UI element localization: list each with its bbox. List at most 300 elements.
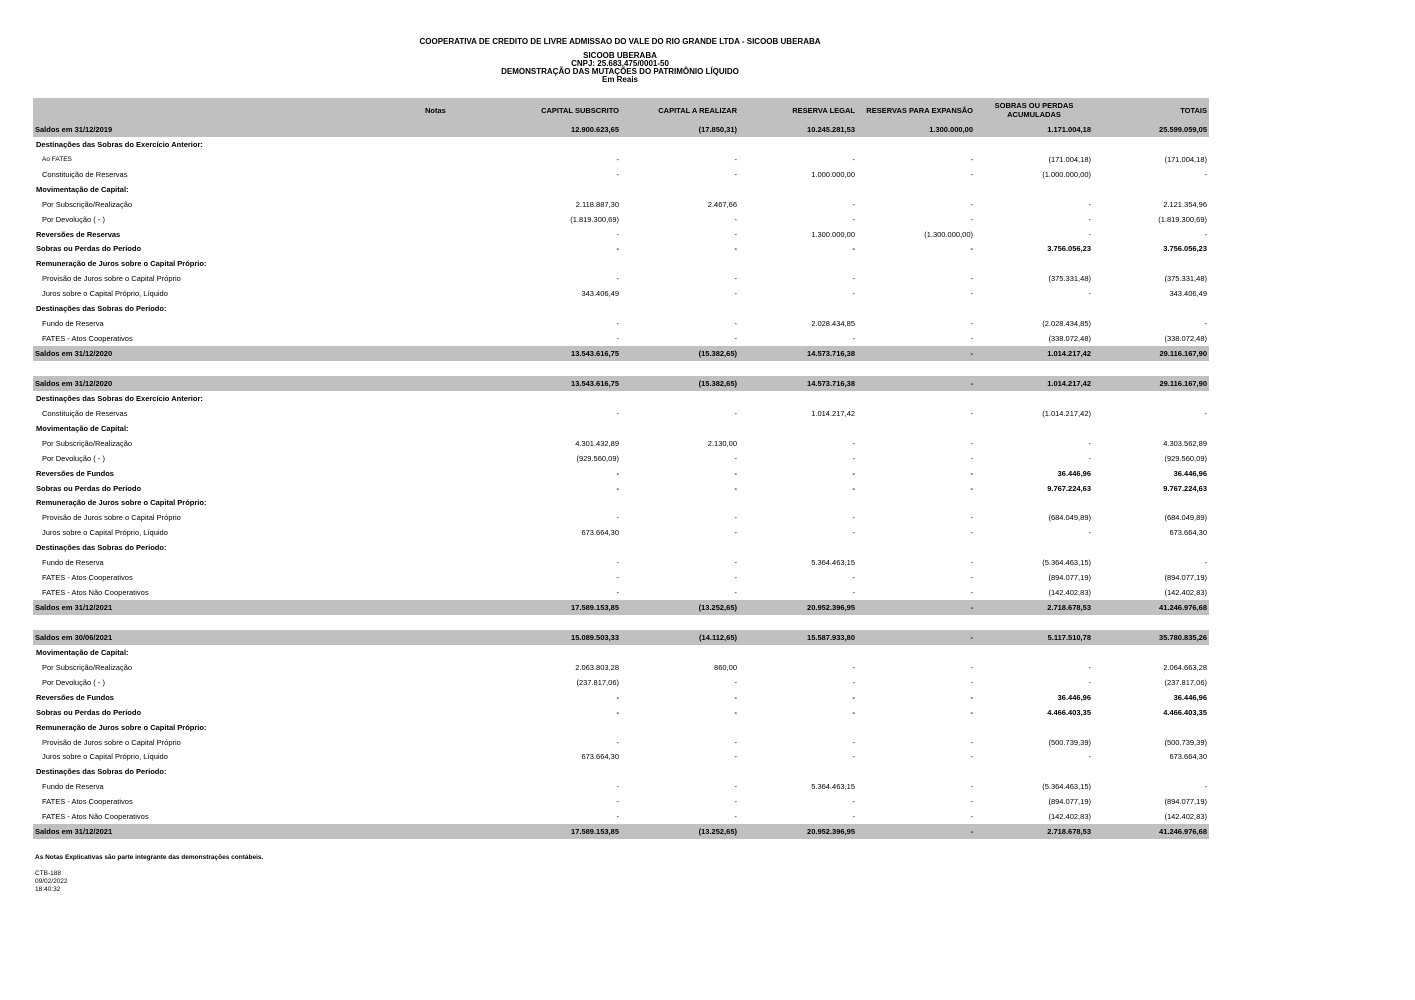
row-value: 20.952.396,95 xyxy=(739,824,857,839)
table-row xyxy=(33,690,1209,705)
row-value xyxy=(621,361,739,376)
row-value xyxy=(1093,301,1209,316)
header-capital-a-realizar: CAPITAL A REALIZAR xyxy=(621,98,739,122)
row-value xyxy=(975,764,1093,779)
row-value: - xyxy=(1204,558,1207,568)
row-value: 4.466.403,35 xyxy=(1163,707,1207,717)
header-sobras-perdas: SOBRAS OU PERDAS ACUMULADAS xyxy=(975,98,1093,122)
row-notas xyxy=(423,301,483,316)
row-value: - xyxy=(616,229,619,239)
row-label: Movimentação de Capital: xyxy=(36,647,129,657)
row-label: Constituição de Reservas xyxy=(42,408,128,418)
row-value: - xyxy=(1204,782,1207,792)
row-value xyxy=(857,391,975,406)
row-value: 1.300.000,00 xyxy=(811,229,855,239)
row-label: Constituição de Reservas xyxy=(42,169,128,179)
row-value: - xyxy=(970,513,973,523)
row-label: Juros sobre o Capital Próprio, Líquido xyxy=(42,752,168,762)
row-value: - xyxy=(616,319,619,329)
table-row xyxy=(33,152,1209,167)
row-value: (338.072,48) xyxy=(1164,334,1207,344)
row-value: - xyxy=(734,408,737,418)
header-capital-subscrito: CAPITAL SUBSCRITO xyxy=(483,98,621,122)
row-label: Destinações das Sobras do Período: xyxy=(36,304,167,314)
row-notas xyxy=(423,615,483,630)
row-value: (500.739,39) xyxy=(1164,737,1207,747)
row-value: (2.028.434,85) xyxy=(1042,319,1091,329)
row-value: - xyxy=(1088,438,1091,448)
row-notas xyxy=(423,212,483,227)
row-value: (14.112,65) xyxy=(621,630,739,645)
row-value: - xyxy=(970,707,973,717)
row-label: Por Subscrição/Realização xyxy=(42,438,133,448)
row-value: - xyxy=(852,752,855,762)
row-value: (338.072,48) xyxy=(1048,334,1091,344)
row-value: - xyxy=(852,707,855,717)
row-notas xyxy=(423,794,483,809)
row-label: Saldos em 31/12/2019 xyxy=(33,122,423,137)
row-label: Fundo de Reserva xyxy=(42,558,104,568)
row-label: Destinações das Sobras do Período: xyxy=(36,543,167,553)
row-value: 41.246.976,68 xyxy=(1093,600,1209,615)
table-row xyxy=(33,720,1209,735)
row-value: (142.402,83) xyxy=(1048,588,1091,598)
row-value xyxy=(739,496,857,511)
row-value: - xyxy=(616,244,619,254)
row-value xyxy=(857,301,975,316)
row-value xyxy=(621,421,739,436)
equity-changes-table xyxy=(33,98,1209,839)
row-value xyxy=(975,496,1093,511)
table-row xyxy=(33,316,1209,331)
row-value: - xyxy=(852,199,855,209)
row-value xyxy=(739,182,857,197)
row-value: - xyxy=(970,319,973,329)
row-notas xyxy=(423,197,483,212)
row-value: - xyxy=(616,588,619,598)
row-value xyxy=(739,421,857,436)
table-row xyxy=(33,242,1209,257)
row-value xyxy=(483,421,621,436)
row-value xyxy=(975,182,1093,197)
row-value: 343.406,49 xyxy=(581,289,619,299)
row-label: Juros sobre o Capital Próprio, Líquido xyxy=(42,528,168,538)
currency-note: Em Reais xyxy=(601,75,639,84)
row-label: Sobras ou Perdas do Período xyxy=(36,244,142,254)
row-value: - xyxy=(616,692,619,702)
row-value xyxy=(739,256,857,271)
row-value: - xyxy=(970,408,973,418)
row-value: - xyxy=(1088,662,1091,672)
row-value: 20.952.396,95 xyxy=(739,600,857,615)
row-value: - xyxy=(734,782,737,792)
table-row xyxy=(33,510,1209,525)
row-notas xyxy=(423,227,483,242)
row-value: - xyxy=(857,376,975,391)
row-value: 2.467,66 xyxy=(707,199,737,209)
row-value xyxy=(975,391,1093,406)
row-value: - xyxy=(734,169,737,179)
row-value: - xyxy=(1088,214,1091,224)
row-value: - xyxy=(852,154,855,164)
table-row xyxy=(33,167,1209,182)
row-value xyxy=(483,615,621,630)
row-value: 1.000.000,00 xyxy=(811,169,855,179)
table-header-row xyxy=(33,98,1209,122)
row-value: (684.049,89) xyxy=(1164,513,1207,523)
row-label: Por Subscrição/Realização xyxy=(42,199,133,209)
row-label: Destinações das Sobras do Exercício Anterior: xyxy=(36,393,203,403)
row-value: (5.364.463,15) xyxy=(1042,558,1091,568)
row-label: Destinações das Sobras do Exercício Anterior: xyxy=(36,139,203,149)
row-value xyxy=(483,137,621,152)
row-notas xyxy=(423,152,483,167)
row-value xyxy=(483,361,621,376)
row-value: - xyxy=(1204,229,1207,239)
row-notas xyxy=(423,779,483,794)
row-notas xyxy=(423,346,483,361)
row-value: - xyxy=(734,588,737,598)
row-value: - xyxy=(852,274,855,284)
row-value xyxy=(621,615,739,630)
row-value: (500.739,39) xyxy=(1048,737,1091,747)
row-label: Movimentação de Capital: xyxy=(36,184,129,194)
row-value: - xyxy=(616,558,619,568)
row-value: 2.064.663,28 xyxy=(1163,662,1207,672)
row-notas xyxy=(423,675,483,690)
row-value: 4.303.562,89 xyxy=(1163,438,1207,448)
row-value xyxy=(857,764,975,779)
row-value xyxy=(975,421,1093,436)
header-reservas-expansao: RESERVAS PARA EXPANSÃO xyxy=(857,98,975,122)
row-value xyxy=(483,496,621,511)
row-value: (375.331,48) xyxy=(1164,274,1207,284)
row-value: 673.664,30 xyxy=(1169,752,1207,762)
row-value: - xyxy=(616,274,619,284)
row-value xyxy=(621,256,739,271)
table-row xyxy=(33,794,1209,809)
row-value: - xyxy=(970,752,973,762)
row-notas xyxy=(423,451,483,466)
row-value: 35.780.835,26 xyxy=(1093,630,1209,645)
row-value: - xyxy=(734,752,737,762)
header-reserva-legal: RESERVA LEGAL xyxy=(739,98,857,122)
row-value xyxy=(483,256,621,271)
row-notas xyxy=(423,331,483,346)
row-value: - xyxy=(734,692,737,702)
row-value: (142.402,83) xyxy=(1164,812,1207,822)
table-row xyxy=(33,406,1209,421)
table-row xyxy=(33,301,1209,316)
row-value: 14.573.716,38 xyxy=(739,346,857,361)
header-description xyxy=(33,98,423,122)
row-value xyxy=(975,361,1093,376)
row-value xyxy=(857,720,975,735)
row-notas xyxy=(423,764,483,779)
row-value: - xyxy=(1204,169,1207,179)
row-value: - xyxy=(970,662,973,672)
row-value: 2.118.887,30 xyxy=(575,199,619,209)
row-value xyxy=(739,720,857,735)
row-value xyxy=(857,496,975,511)
row-notas xyxy=(423,705,483,720)
row-label: Juros sobre o Capital Próprio, Líquido xyxy=(42,289,168,299)
row-value xyxy=(857,361,975,376)
row-value: - xyxy=(852,737,855,747)
row-value: - xyxy=(616,797,619,807)
row-notas xyxy=(423,122,483,137)
row-value: - xyxy=(734,483,737,493)
row-notas xyxy=(423,316,483,331)
row-value xyxy=(483,540,621,555)
table-row xyxy=(33,436,1209,451)
table-row xyxy=(33,705,1209,720)
spacer-row xyxy=(33,615,1209,630)
row-value: - xyxy=(616,154,619,164)
row-value xyxy=(1093,540,1209,555)
row-value: 36.446,96 xyxy=(1173,468,1207,478)
row-value xyxy=(621,720,739,735)
row-value: - xyxy=(970,244,973,254)
row-notas xyxy=(423,525,483,540)
header-totais: TOTAIS xyxy=(1093,98,1209,122)
balance-row xyxy=(33,346,1209,361)
row-value: - xyxy=(970,588,973,598)
row-value: (142.402,83) xyxy=(1048,812,1091,822)
row-value xyxy=(739,764,857,779)
row-value: 2.063.803,28 xyxy=(575,662,619,672)
row-value: 2.718.678,53 xyxy=(975,824,1093,839)
row-value: - xyxy=(970,573,973,583)
row-value: 3.756.056,23 xyxy=(1163,244,1207,254)
row-notas xyxy=(423,809,483,824)
row-value xyxy=(483,645,621,660)
row-value xyxy=(857,540,975,555)
row-label: Provisão de Juros sobre o Capital Próprio xyxy=(42,274,181,284)
table-row xyxy=(33,779,1209,794)
row-notas xyxy=(423,824,483,839)
row-value: - xyxy=(616,707,619,717)
row-value: 29.116.167,90 xyxy=(1093,376,1209,391)
table-row xyxy=(33,331,1209,346)
row-value: - xyxy=(852,662,855,672)
row-value: - xyxy=(734,244,737,254)
row-value xyxy=(1093,391,1209,406)
row-value: - xyxy=(970,737,973,747)
row-value: (929.560,09) xyxy=(1164,453,1207,463)
row-label: Por Devolução ( - ) xyxy=(42,214,105,224)
row-value: 2.130,00 xyxy=(707,438,737,448)
row-label: FATES - Atos Cooperativos xyxy=(42,334,133,344)
report-date: 09/02/2022 xyxy=(35,878,68,885)
row-value: - xyxy=(734,468,737,478)
row-value: - xyxy=(1088,752,1091,762)
row-value: - xyxy=(1088,453,1091,463)
row-value: - xyxy=(852,483,855,493)
row-value: 860,00 xyxy=(714,662,737,672)
row-value: - xyxy=(852,468,855,478)
row-value: - xyxy=(734,528,737,538)
table-row xyxy=(33,182,1209,197)
row-value: - xyxy=(734,154,737,164)
row-value: (171.004,18) xyxy=(1048,154,1091,164)
table-row xyxy=(33,481,1209,496)
row-value: 13.543.616,75 xyxy=(483,346,621,361)
row-value: 13.543.616,75 xyxy=(483,376,621,391)
table-row xyxy=(33,256,1209,271)
row-notas xyxy=(423,720,483,735)
row-label: Sobras ou Perdas do Período xyxy=(36,707,142,717)
row-value: - xyxy=(734,797,737,807)
row-value: - xyxy=(616,408,619,418)
row-value: (894.077,19) xyxy=(1048,797,1091,807)
row-value: 9.767.224,63 xyxy=(1163,483,1207,493)
row-value: (171.004,18) xyxy=(1164,154,1207,164)
row-value: 36.446,96 xyxy=(1057,468,1091,478)
row-value: - xyxy=(852,797,855,807)
row-notas xyxy=(423,391,483,406)
row-value: - xyxy=(857,600,975,615)
row-label: Saldos em 30/06/2021 xyxy=(33,630,423,645)
row-value: (13.252,65) xyxy=(621,824,739,839)
row-label: Por Devolução ( - ) xyxy=(42,677,105,687)
row-value: - xyxy=(857,824,975,839)
row-value: (894.077,19) xyxy=(1048,573,1091,583)
row-value: - xyxy=(1088,199,1091,209)
row-value xyxy=(857,645,975,660)
row-value: - xyxy=(734,677,737,687)
table-row xyxy=(33,750,1209,765)
row-value xyxy=(621,301,739,316)
row-label: Movimentação de Capital: xyxy=(36,423,129,433)
row-notas xyxy=(423,271,483,286)
row-value: - xyxy=(616,737,619,747)
row-value: (1.000.000,00) xyxy=(1042,169,1091,179)
row-label: Fundo de Reserva xyxy=(42,319,104,329)
row-value xyxy=(1093,615,1209,630)
row-notas xyxy=(423,167,483,182)
row-value: - xyxy=(734,274,737,284)
table-row xyxy=(33,496,1209,511)
row-value: - xyxy=(734,214,737,224)
balance-row xyxy=(33,824,1209,839)
row-value: 673.664,30 xyxy=(581,528,619,538)
row-value: 1.300.000,00 xyxy=(857,122,975,137)
row-value: - xyxy=(970,677,973,687)
row-value xyxy=(739,301,857,316)
row-value: 15.089.503,33 xyxy=(483,630,621,645)
row-value xyxy=(1093,182,1209,197)
row-value: (1.819.300,69) xyxy=(1158,214,1207,224)
cnpj: CNPJ: 25.683.475/0001-50 xyxy=(571,59,669,68)
row-notas xyxy=(423,286,483,301)
row-label: Remuneração de Juros sobre o Capital Próprio: xyxy=(36,498,207,508)
row-value: - xyxy=(970,214,973,224)
row-notas xyxy=(423,421,483,436)
row-value xyxy=(739,361,857,376)
row-notas xyxy=(423,481,483,496)
row-notas xyxy=(423,436,483,451)
notes-disclaimer: As Notas Explicativas são parte integrante das demonstrações contábeis. xyxy=(35,854,264,861)
row-value: 2.028.434,85 xyxy=(811,319,855,329)
row-value: 17.589.153,85 xyxy=(483,824,621,839)
row-value xyxy=(483,720,621,735)
row-value: - xyxy=(734,573,737,583)
row-value: - xyxy=(852,528,855,538)
row-label: Reversões de Fundos xyxy=(36,468,114,478)
row-notas xyxy=(423,242,483,257)
spacer-row xyxy=(33,361,1209,376)
report-code: CTB-188 xyxy=(35,870,62,877)
row-value xyxy=(1093,137,1209,152)
row-notas xyxy=(423,555,483,570)
row-value: 1.014.217,42 xyxy=(811,408,855,418)
row-label xyxy=(33,615,423,630)
row-value: - xyxy=(1204,408,1207,418)
row-value xyxy=(975,256,1093,271)
table-row xyxy=(33,540,1209,555)
statement-title: DEMONSTRAÇÃO DAS MUTAÇÕES DO PATRIMÔNIO LÍQUIDO xyxy=(501,67,739,76)
row-value xyxy=(1093,645,1209,660)
row-notas xyxy=(423,630,483,645)
row-label: Provisão de Juros sobre o Capital Próprio xyxy=(42,513,181,523)
balance-row xyxy=(33,122,1209,137)
row-label: Reversões de Fundos xyxy=(36,692,114,702)
row-value xyxy=(857,256,975,271)
statement-header xyxy=(0,52,1240,84)
row-value xyxy=(975,615,1093,630)
row-value: - xyxy=(970,468,973,478)
row-value: - xyxy=(852,692,855,702)
row-value xyxy=(739,540,857,555)
row-value: 5.117.510,78 xyxy=(975,630,1093,645)
row-label: Provisão de Juros sobre o Capital Próprio xyxy=(42,737,181,747)
row-value: 2.718.678,53 xyxy=(975,600,1093,615)
row-value xyxy=(975,720,1093,735)
row-value: (5.364.463,15) xyxy=(1042,782,1091,792)
table-row xyxy=(33,212,1209,227)
row-notas xyxy=(423,137,483,152)
row-value: - xyxy=(616,812,619,822)
table-row xyxy=(33,660,1209,675)
row-value: (894.077,19) xyxy=(1164,797,1207,807)
balance-row xyxy=(33,600,1209,615)
row-value: - xyxy=(616,782,619,792)
row-value: - xyxy=(970,483,973,493)
row-value: - xyxy=(970,334,973,344)
row-notas xyxy=(423,361,483,376)
row-notas xyxy=(423,645,483,660)
row-value: 25.599.059,05 xyxy=(1093,122,1209,137)
row-notas xyxy=(423,540,483,555)
row-value: 1.014.217,42 xyxy=(975,376,1093,391)
row-value xyxy=(975,540,1093,555)
row-label: FATES - Atos Cooperativos xyxy=(42,797,133,807)
row-label: Ao FATES xyxy=(42,155,72,163)
row-notas xyxy=(423,735,483,750)
row-value: - xyxy=(1088,229,1091,239)
row-value: - xyxy=(734,513,737,523)
row-value xyxy=(1093,764,1209,779)
row-value: - xyxy=(1088,289,1091,299)
row-label: FATES - Atos Não Cooperativos xyxy=(42,812,149,822)
row-value: - xyxy=(616,573,619,583)
row-value: - xyxy=(734,558,737,568)
row-value xyxy=(483,764,621,779)
row-value xyxy=(621,137,739,152)
table-row xyxy=(33,525,1209,540)
row-label: Por Subscrição/Realização xyxy=(42,662,133,672)
